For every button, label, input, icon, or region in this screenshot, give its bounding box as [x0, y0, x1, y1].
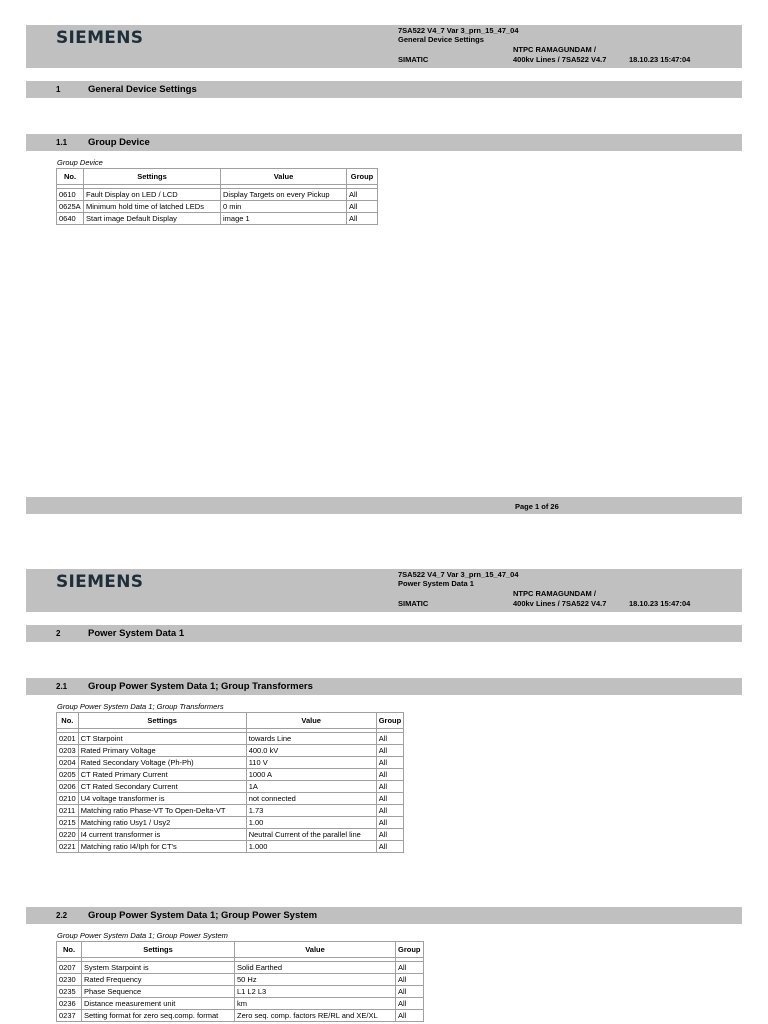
cell-value: Neutral Current of the parallel line — [246, 829, 376, 841]
cell-group: All — [376, 757, 404, 769]
cell-group: All — [347, 213, 378, 225]
cell-no: 0206 — [57, 781, 79, 793]
section-title: Power System Data 1 — [88, 628, 185, 639]
cell-group: All — [376, 805, 404, 817]
table-row — [57, 201, 378, 213]
col-no: No. — [57, 942, 82, 958]
table-row — [57, 974, 424, 986]
cell-setting: Matching ratio Usy1 / Usy2 — [78, 817, 246, 829]
section-number: 1 — [56, 85, 61, 94]
table-row — [57, 189, 378, 201]
cell-group: All — [376, 781, 404, 793]
cell-value: 1.00 — [246, 817, 376, 829]
cell-setting: Minimum hold time of latched LEDs — [84, 201, 221, 213]
cell-value: Zero seq. comp. factors RE/RL and XE/XL — [235, 1010, 396, 1022]
table-header-row — [57, 169, 378, 185]
page2-header — [26, 569, 742, 612]
cell-group: All — [376, 769, 404, 781]
table-row — [57, 769, 404, 781]
cell-group: All — [376, 829, 404, 841]
cell-setting: Start image Default Display — [84, 213, 221, 225]
subsection-title: Group Power System Data 1; Group Transformers — [88, 681, 313, 692]
cell-no: 0230 — [57, 974, 82, 986]
col-no: No. — [57, 169, 84, 185]
cell-setting: CT Starpoint — [78, 733, 246, 745]
col-group: Group — [347, 169, 378, 185]
col-group: Group — [376, 713, 404, 729]
cell-setting: CT Rated Primary Current — [78, 769, 246, 781]
station-name: NTPC RAMAGUNDAM / — [513, 589, 596, 598]
cell-value: 0 min — [221, 201, 347, 213]
print-datetime: 18.10.23 15:47:04 — [629, 599, 691, 608]
cell-group: All — [396, 1010, 424, 1022]
subsection-title: Group Device — [88, 137, 150, 148]
cell-setting: Setting format for zero seq.comp. format — [82, 1010, 235, 1022]
cell-no: 0201 — [57, 733, 79, 745]
cell-group: All — [376, 841, 404, 853]
subsection-heading — [26, 678, 742, 695]
table-row — [57, 745, 404, 757]
subsection-number: 2.2 — [56, 911, 68, 920]
cell-no: 0236 — [57, 998, 82, 1010]
cell-group: All — [396, 974, 424, 986]
table-row — [57, 998, 424, 1010]
doc-section-name: Power System Data 1 — [398, 579, 474, 588]
cell-setting: Phase Sequence — [82, 986, 235, 998]
page1-header — [26, 25, 742, 68]
col-value: Value — [246, 713, 376, 729]
page-number: Page 1 of 26 — [515, 502, 559, 511]
cell-no: 0640 — [57, 213, 84, 225]
subsection-heading — [26, 907, 742, 924]
device-path: 400kv Lines / 7SA522 V4.7 — [513, 55, 607, 64]
cell-no: 0204 — [57, 757, 79, 769]
cell-no: 0221 — [57, 841, 79, 853]
station-name: NTPC RAMAGUNDAM / — [513, 45, 596, 54]
cell-value: not connected — [246, 793, 376, 805]
col-value: Value — [221, 169, 347, 185]
cell-setting: Rated Primary Voltage — [78, 745, 246, 757]
table-header-row — [57, 942, 424, 958]
cell-group: All — [376, 733, 404, 745]
cell-group: All — [396, 998, 424, 1010]
cell-setting: I4 current transformer is — [78, 829, 246, 841]
cell-group: All — [396, 962, 424, 974]
table-caption: Group Power System Data 1; Group Power System — [57, 931, 228, 940]
col-no: No. — [57, 713, 79, 729]
cell-setting: Fault Display on LED / LCD — [84, 189, 221, 201]
cell-value: L1 L2 L3 — [235, 986, 396, 998]
cell-no: 0205 — [57, 769, 79, 781]
subsection-heading — [26, 134, 742, 151]
col-group: Group — [396, 942, 424, 958]
cell-value: Display Targets on every Pickup — [221, 189, 347, 201]
page1-footer — [26, 497, 742, 514]
doc-id: 7SA522 V4_7 Var 3_prn_15_47_04 — [398, 26, 519, 35]
cell-setting: Rated Secondary Voltage (Ph-Ph) — [78, 757, 246, 769]
section-number: 2 — [56, 629, 61, 638]
cell-group: All — [376, 817, 404, 829]
cell-no: 0207 — [57, 962, 82, 974]
cell-value: 110 V — [246, 757, 376, 769]
cell-value: towards Line — [246, 733, 376, 745]
cell-no: 0210 — [57, 793, 79, 805]
cell-setting: Distance measurement unit — [82, 998, 235, 1010]
subsection-title: Group Power System Data 1; Group Power System — [88, 910, 318, 921]
col-settings: Settings — [78, 713, 246, 729]
doc-section-name: General Device Settings — [398, 35, 484, 44]
cell-no: 0625A — [57, 201, 84, 213]
cell-no: 0211 — [57, 805, 79, 817]
doc-id: 7SA522 V4_7 Var 3_prn_15_47_04 — [398, 570, 519, 579]
table-row — [57, 805, 404, 817]
power-system-table — [56, 941, 424, 1022]
cell-no: 0237 — [57, 1010, 82, 1022]
table-row — [57, 829, 404, 841]
table-row — [57, 733, 404, 745]
table-row — [57, 986, 424, 998]
siemens-logo: SIEMENS — [56, 572, 144, 592]
subsection-number: 1.1 — [56, 138, 68, 147]
col-settings: Settings — [82, 942, 235, 958]
cell-value: 1000 A — [246, 769, 376, 781]
cell-setting: System Starpoint is — [82, 962, 235, 974]
cell-setting: Matching ratio Phase-VT To Open-Delta-VT — [78, 805, 246, 817]
section-title: General Device Settings — [88, 84, 197, 95]
simatic-label: SIMATIC — [398, 599, 429, 608]
cell-value: Solid Earthed — [235, 962, 396, 974]
cell-group: All — [376, 793, 404, 805]
cell-setting: U4 voltage transformer is — [78, 793, 246, 805]
cell-group: All — [347, 201, 378, 213]
section-heading — [26, 81, 742, 98]
cell-no: 0610 — [57, 189, 84, 201]
siemens-logo: SIEMENS — [56, 28, 144, 48]
cell-no: 0235 — [57, 986, 82, 998]
table-caption: Group Power System Data 1; Group Transformers — [57, 702, 224, 711]
col-value: Value — [235, 942, 396, 958]
section-heading — [26, 625, 742, 642]
cell-value: 400.0 kV — [246, 745, 376, 757]
cell-group: All — [376, 745, 404, 757]
cell-setting: CT Rated Secondary Current — [78, 781, 246, 793]
table-row — [57, 757, 404, 769]
cell-setting: Rated Frequency — [82, 974, 235, 986]
device-path: 400kv Lines / 7SA522 V4.7 — [513, 599, 607, 608]
cell-group: All — [396, 986, 424, 998]
cell-value: 1A — [246, 781, 376, 793]
cell-setting: Matching ratio I4/Iph for CT's — [78, 841, 246, 853]
table-header-row — [57, 713, 404, 729]
table-row — [57, 781, 404, 793]
subsection-number: 2.1 — [56, 682, 68, 691]
simatic-label: SIMATIC — [398, 55, 429, 64]
table-row — [57, 1010, 424, 1022]
table-row — [57, 793, 404, 805]
table-caption: Group Device — [57, 158, 103, 167]
table-row — [57, 213, 378, 225]
cell-group: All — [347, 189, 378, 201]
cell-value: 1.000 — [246, 841, 376, 853]
table-row — [57, 841, 404, 853]
cell-value: 50 Hz — [235, 974, 396, 986]
cell-value: image 1 — [221, 213, 347, 225]
cell-value: 1.73 — [246, 805, 376, 817]
col-settings: Settings — [84, 169, 221, 185]
cell-no: 0215 — [57, 817, 79, 829]
transformers-table — [56, 712, 404, 853]
cell-no: 0203 — [57, 745, 79, 757]
cell-no: 0220 — [57, 829, 79, 841]
table-row — [57, 817, 404, 829]
table-row — [57, 962, 424, 974]
group-device-table — [56, 168, 378, 225]
print-datetime: 18.10.23 15:47:04 — [629, 55, 691, 64]
cell-value: km — [235, 998, 396, 1010]
